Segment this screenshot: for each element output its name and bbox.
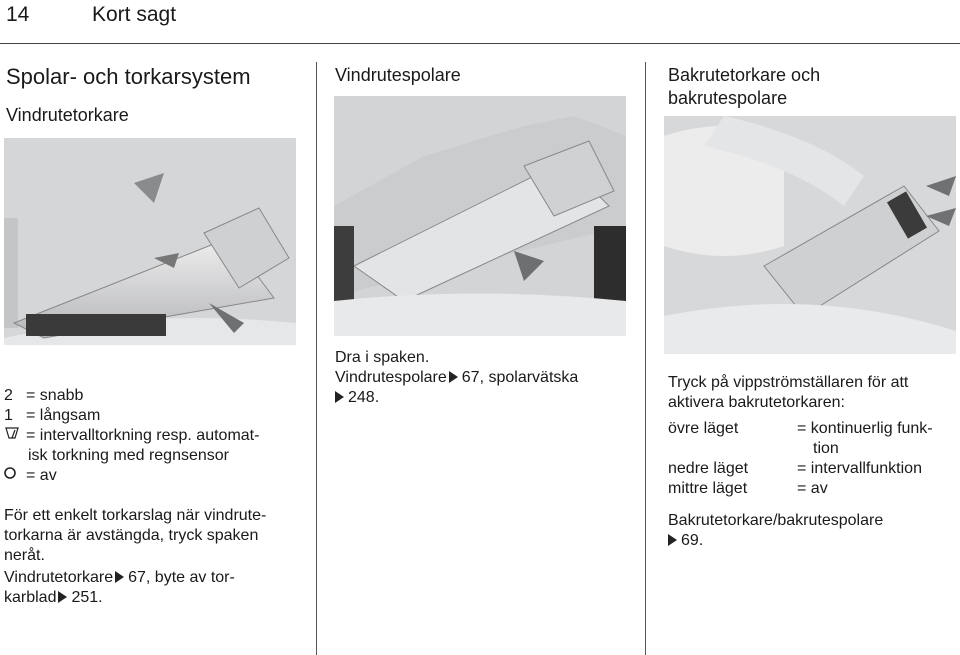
chapter-title: Kort sagt [92, 3, 177, 26]
paragraph-line: För ett enkelt torkarslag när vindrute- [4, 507, 267, 524]
intro-line: aktivera bakrutetorkaren: [668, 394, 845, 411]
washer-lever-illustration [334, 96, 626, 336]
single-wipe-paragraph [4, 506, 266, 566]
page-ref-arrow-icon [115, 571, 124, 583]
reference-text: 248. [348, 389, 380, 406]
instruction-line: Dra i spaken. [335, 349, 430, 366]
position-value: = av [797, 480, 828, 497]
legend-row [4, 426, 259, 446]
position-label: nedre läget [668, 460, 749, 477]
legend-symbol: 1 [4, 407, 13, 424]
position-value: tion [813, 440, 839, 457]
legend-row [4, 386, 259, 406]
column-divider-2 [645, 62, 646, 655]
position-row [668, 459, 933, 479]
column-divider-1 [316, 62, 317, 655]
reference-text: 67, spolarvätska [461, 369, 579, 386]
page-header [0, 0, 960, 44]
wiper-legend [4, 386, 259, 486]
reference-text: Bakrutetorkare/bakrutespolare [668, 512, 884, 529]
interval-icon [4, 426, 26, 446]
rear-wiper-intro [668, 373, 908, 413]
reference-text: karblad [4, 589, 57, 606]
page-ref-arrow-icon [335, 391, 344, 403]
rear-wiper-switch-illustration [664, 116, 956, 354]
wiper-reference [4, 568, 235, 608]
legend-text: isk torkning med regnsensor [28, 447, 229, 464]
position-row [668, 479, 933, 499]
legend-text: = snabb [26, 387, 84, 404]
washer-text [335, 348, 578, 408]
page-ref-arrow-icon [58, 591, 67, 603]
position-value: = kontinuerlig funk- [797, 420, 933, 437]
paragraph-line: torkarna är avstängda, tryck spaken [4, 527, 259, 544]
page-ref-arrow-icon [668, 534, 677, 546]
heading-line: Bakrutetorkare och [668, 65, 821, 85]
header-rule [0, 43, 960, 44]
legend-text: = långsam [26, 407, 101, 424]
legend-text: = av [26, 467, 57, 484]
reference-text: 69. [681, 532, 704, 549]
legend-row [4, 406, 259, 426]
legend-row [4, 446, 259, 466]
page-number: 14 [6, 3, 30, 26]
reference-text: Vindrutespolare [335, 369, 447, 386]
wiper-lever-illustration [4, 138, 296, 345]
reference-text: 67, byte av tor- [128, 569, 235, 586]
reference-text: 251. [71, 589, 103, 606]
position-label: övre läget [668, 420, 739, 437]
rear-wiper-reference [668, 511, 883, 551]
subheading-rear-wiper [668, 64, 820, 110]
position-row [668, 419, 933, 439]
position-label: mittre läget [668, 480, 748, 497]
legend-text: = intervalltorkning resp. automat- [26, 427, 260, 444]
reference-text: Vindrutetorkare [4, 569, 114, 586]
off-icon [4, 466, 26, 486]
legend-symbol: 2 [4, 387, 13, 404]
heading-line: bakrutespolare [668, 88, 788, 108]
paragraph-line: neråt. [4, 547, 45, 564]
page-ref-arrow-icon [449, 371, 458, 383]
subheading-windshield-wiper: Vindrutetorkare [6, 105, 129, 125]
intro-line: Tryck på vippströmställaren för att [668, 374, 909, 391]
position-value: = intervallfunktion [797, 460, 922, 477]
rear-wiper-positions [668, 419, 933, 499]
subheading-washer: Vindrutespolare [335, 65, 461, 85]
legend-row [4, 466, 259, 486]
position-row [668, 439, 933, 459]
section-heading: Spolar- och torkarsystem [6, 64, 251, 89]
